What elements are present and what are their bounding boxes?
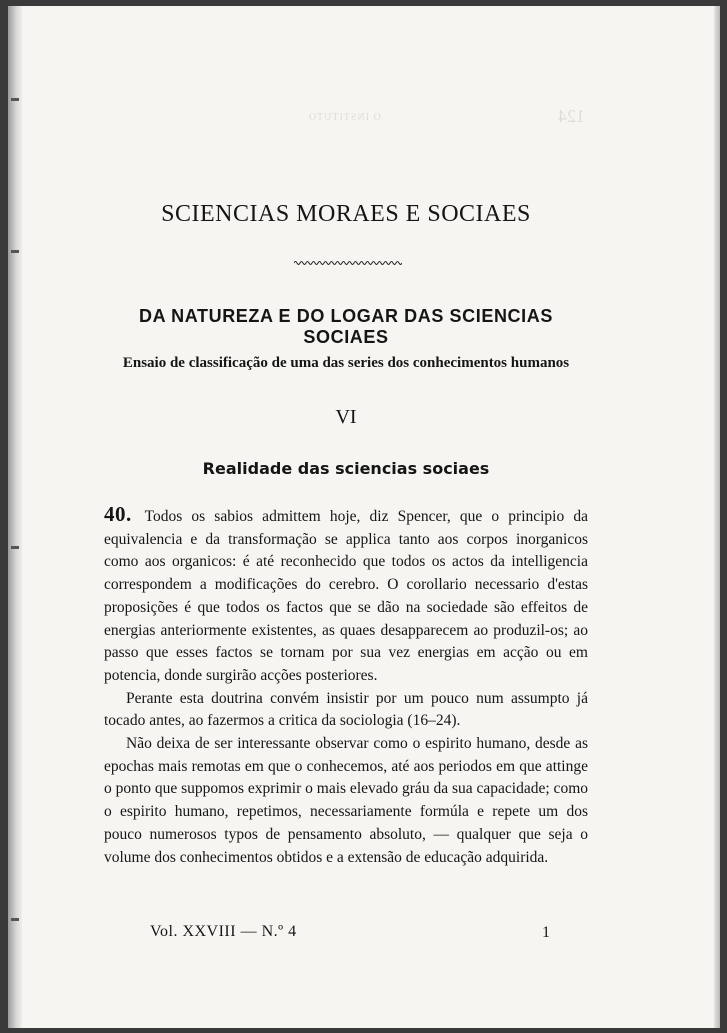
binding-stitch bbox=[11, 918, 19, 921]
paragraph-text: Todos os sabios admittem hoje, diz Spencer, que o principio da equivalencia e da transformação se applica tanto aos corpos inorganicos como aos organicos: é até reconhecido que todos os actos da intelligencia correspondem a modificações do cerebro. O corollario necessario d'estas proposições é que todos os factos que se dão na sociedade são effeitos de energias anteriormente existentes, as quaes desapparecem ao produzil-os; ao passo que esses factos se tornam por sua vez energias em acção ou em potencia, donde surgirão acções posteriores. bbox=[104, 508, 588, 684]
paragraph-number: 40. bbox=[104, 502, 132, 526]
paragraph bbox=[104, 733, 588, 869]
volume-footer: Vol. XXVIII — N.º 4 bbox=[150, 923, 297, 940]
chapter-number: VI bbox=[335, 406, 357, 428]
binding-stitch bbox=[11, 98, 19, 101]
bleed-through-header: O INSTITUTO bbox=[308, 112, 381, 123]
paragraph-text: Perante esta doutrina convém insistir por um pouco num assumpto já tocado antes, ao fazermos a critica da sociologia (16–24). bbox=[104, 689, 588, 730]
signature-mark: 1 bbox=[542, 924, 550, 941]
binding-stitch bbox=[11, 250, 19, 253]
page-binding bbox=[8, 6, 22, 1028]
book-page bbox=[8, 6, 720, 1028]
binding-stitch bbox=[11, 546, 19, 549]
paragraph-text: Não deixa de ser interessante observar como o espirito humano, desde as epochas mais remotas em que o conhecemos, até aos periodos em que attinge o ponto que suppomos exprimir o mais elevado gráu da sua capacidade; como o espirito humano, repetimos, necessariamente formúla e repete um dos pouco numerosos typos de pensamento absoluto, — qualquer que seja o volume dos conhecimentos obtidos e a extensão de educação adquirida. bbox=[104, 735, 588, 866]
chapter-title: Realidade das sciencias sociaes bbox=[202, 459, 490, 478]
article-title: DA NATUREZA E DO LOGAR DAS SCIENCIAS SOCIAES bbox=[139, 306, 553, 347]
paragraph bbox=[104, 503, 588, 688]
body-text bbox=[104, 503, 588, 869]
article-subtitle: Ensaio de classificação de uma das series dos conhecimentos humanos bbox=[122, 355, 570, 371]
section-title: SCIENCIAS MORAES E SOCIAES bbox=[161, 201, 531, 227]
paragraph bbox=[104, 688, 588, 733]
page-edge bbox=[714, 6, 720, 1028]
wavy-rule-ornament bbox=[294, 260, 402, 266]
bleed-through-page-number: 124 bbox=[558, 106, 585, 126]
